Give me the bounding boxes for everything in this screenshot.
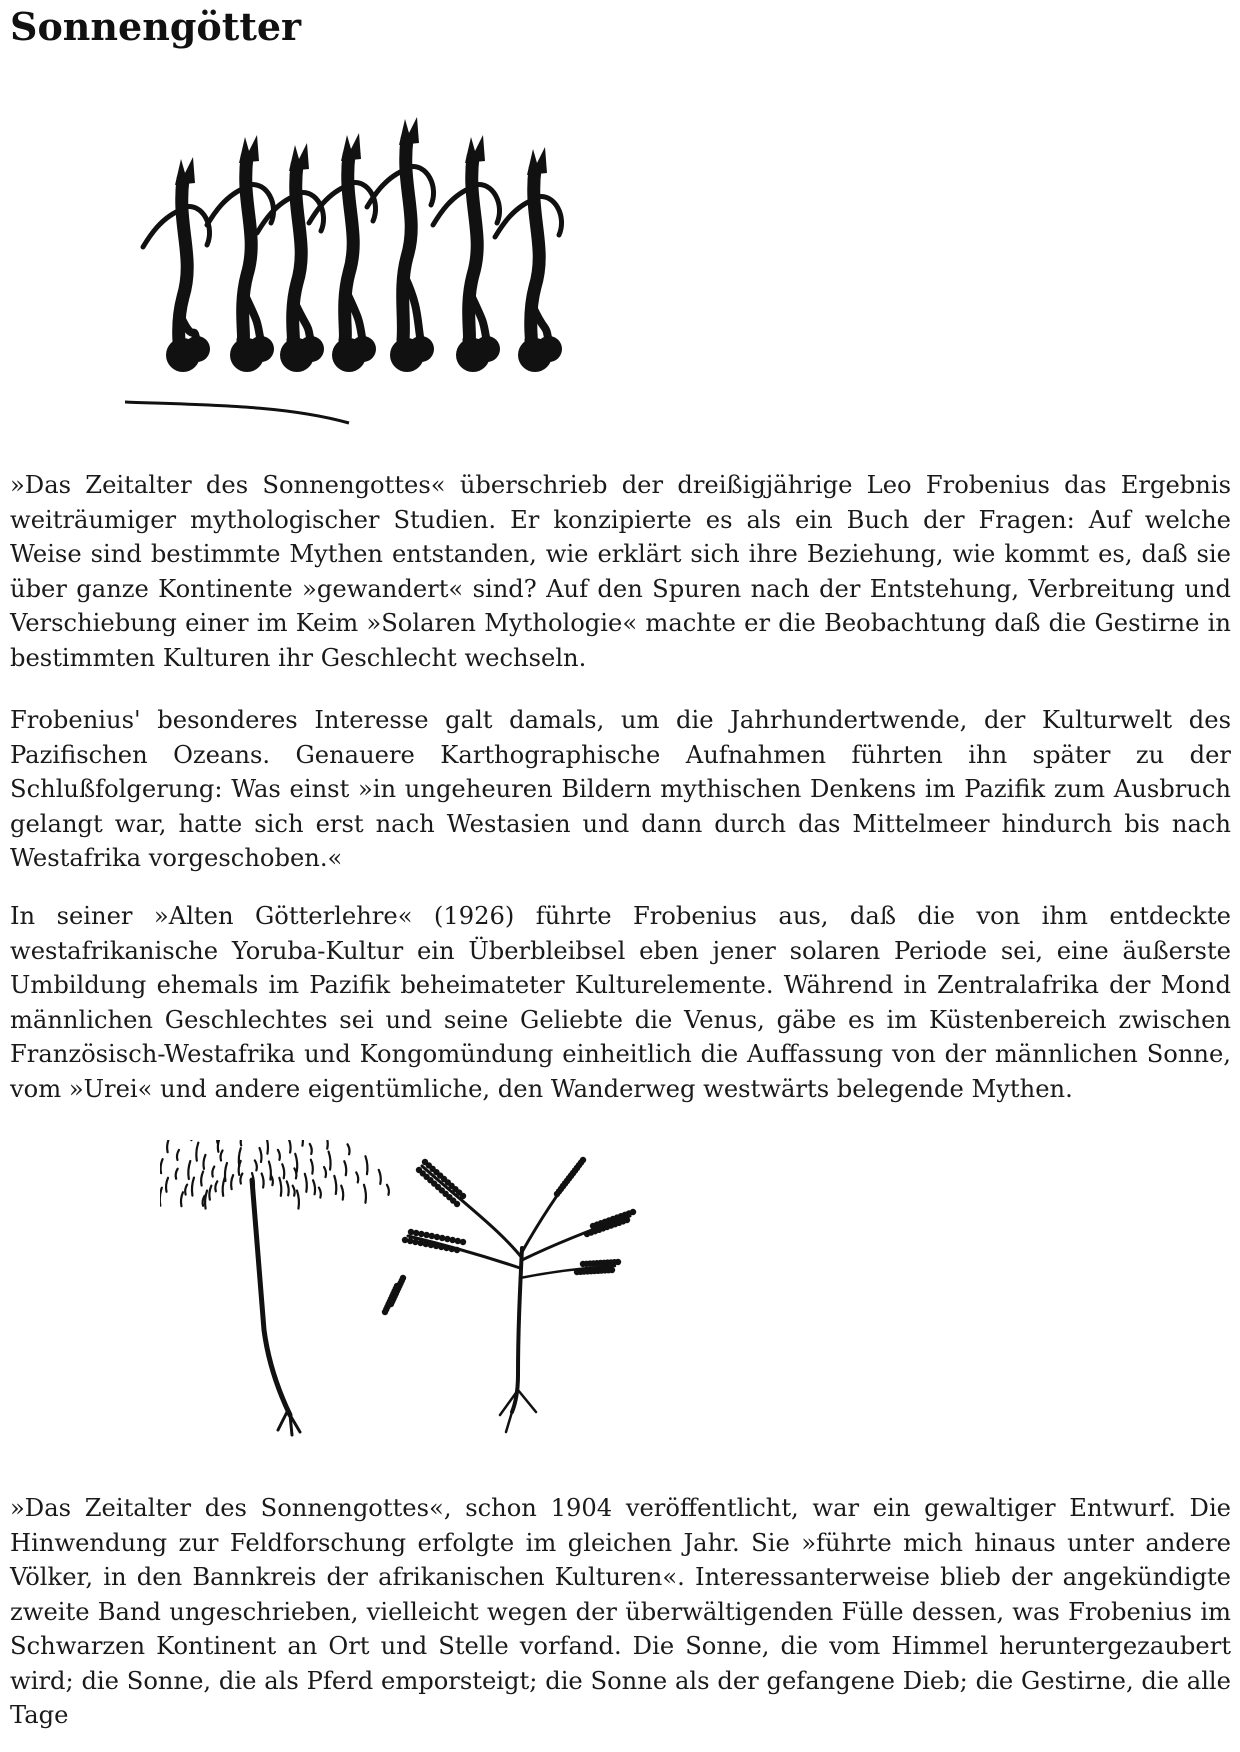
dancer-figure xyxy=(433,135,500,372)
paragraph-1: »Das Zeitalter des Sonnengottes« überschrieb der dreißigjährige Leo Frobenius das Ergebnis weiträumiger mythologischer Studien. Er konzipierte es als ein Buch der Fragen: Auf welche Weise sind bestimmte Mythen entstanden, wie erklärt sich ihre Beziehung, wie kommt es, daß sie über ganze Kontinente »gewandert« sind? Auf den Spuren nach der Entstehung, Verbreitung und Verschiebung einer im Keim »Solaren Mythologie« machte er die Beobachtung daß die Gestirne in bestimmten Kulturen ihr Geschlecht wechseln. xyxy=(10,471,1231,672)
weeping-tree xyxy=(160,1140,389,1435)
dancer-figure xyxy=(367,117,434,372)
rock-art-trees-illustration xyxy=(160,1140,670,1440)
dancer-figure xyxy=(495,147,562,372)
paragraph-4: »Das Zeitalter des Sonnengottes«, schon 1904 veröffentlicht, war ein gewaltiger Entwurf. Die Hinwendung zur Feldforschung erfolgte im gleichen Jahr. Sie »führte mich hinaus unter andere Völker, in den Bannkreis der afrikanischen Kulturen«. Interessanterweise blieb der angekündigte zweite Band ungeschrieben, vielleicht wegen der überwältigenden Fülle dessen, was Frobenius im Schwarzen Kontinent an Ort und Stelle vorfand. Die Sonne, die vom Himmel heruntergezaubert wird; die Sonne, die als Pferd emporsteigt; die Sonne als der gefangene Dieb; die Gestirne, die alle Tage xyxy=(10,1494,1231,1729)
paragraph-3: In seiner »Alten Götterlehre« (1926) führte Frobenius aus, daß die von ihm entdeckte westafrikanische Yoruba-Kultur ein Überbleibsel eben jener solaren Periode sei, eine äußerste Umbildung ehemals im Pazifik beheimateter Kulturelemente. Während in Zentralafrika der Mond männlichen Geschlechtes sei und seine Geliebte die Venus, gäbe es im Küstenbereich zwischen Französisch-Westafrika und Kongomündung einheitlich die Auffassung von der männlichen Sonne, vom »Urei« und andere eigentümliche, den Wanderweg westwärts belegende Mythen. xyxy=(10,902,1231,1103)
berry-tree xyxy=(382,1157,636,1432)
dancer-figure xyxy=(207,135,274,372)
paragraph-2: Frobenius' besonderes Interesse galt damals, um die Jahrhundertwende, der Kulturwelt des Pazifischen Ozeans. Genauere Karthographische Aufnahmen führten ihn später zu der Schlußfolgerung: Was einst »in ungeheuren Bildern mythischen Denkens im Pazifik zum Ausbruch gelangt war, hatte sich erst nach Westasien und dann durch das Mittelmeer hindurch bis nach Westafrika vorgeschoben.« xyxy=(10,706,1231,872)
ground-line xyxy=(125,402,349,423)
page-title: Sonnengötter xyxy=(10,4,302,49)
rock-art-figures-illustration xyxy=(125,105,645,435)
dancer-figure xyxy=(309,133,376,372)
dancer-figure xyxy=(143,157,210,372)
rock-art-trees-drawing xyxy=(160,1140,670,1440)
rock-art-figures-drawing xyxy=(125,105,645,435)
